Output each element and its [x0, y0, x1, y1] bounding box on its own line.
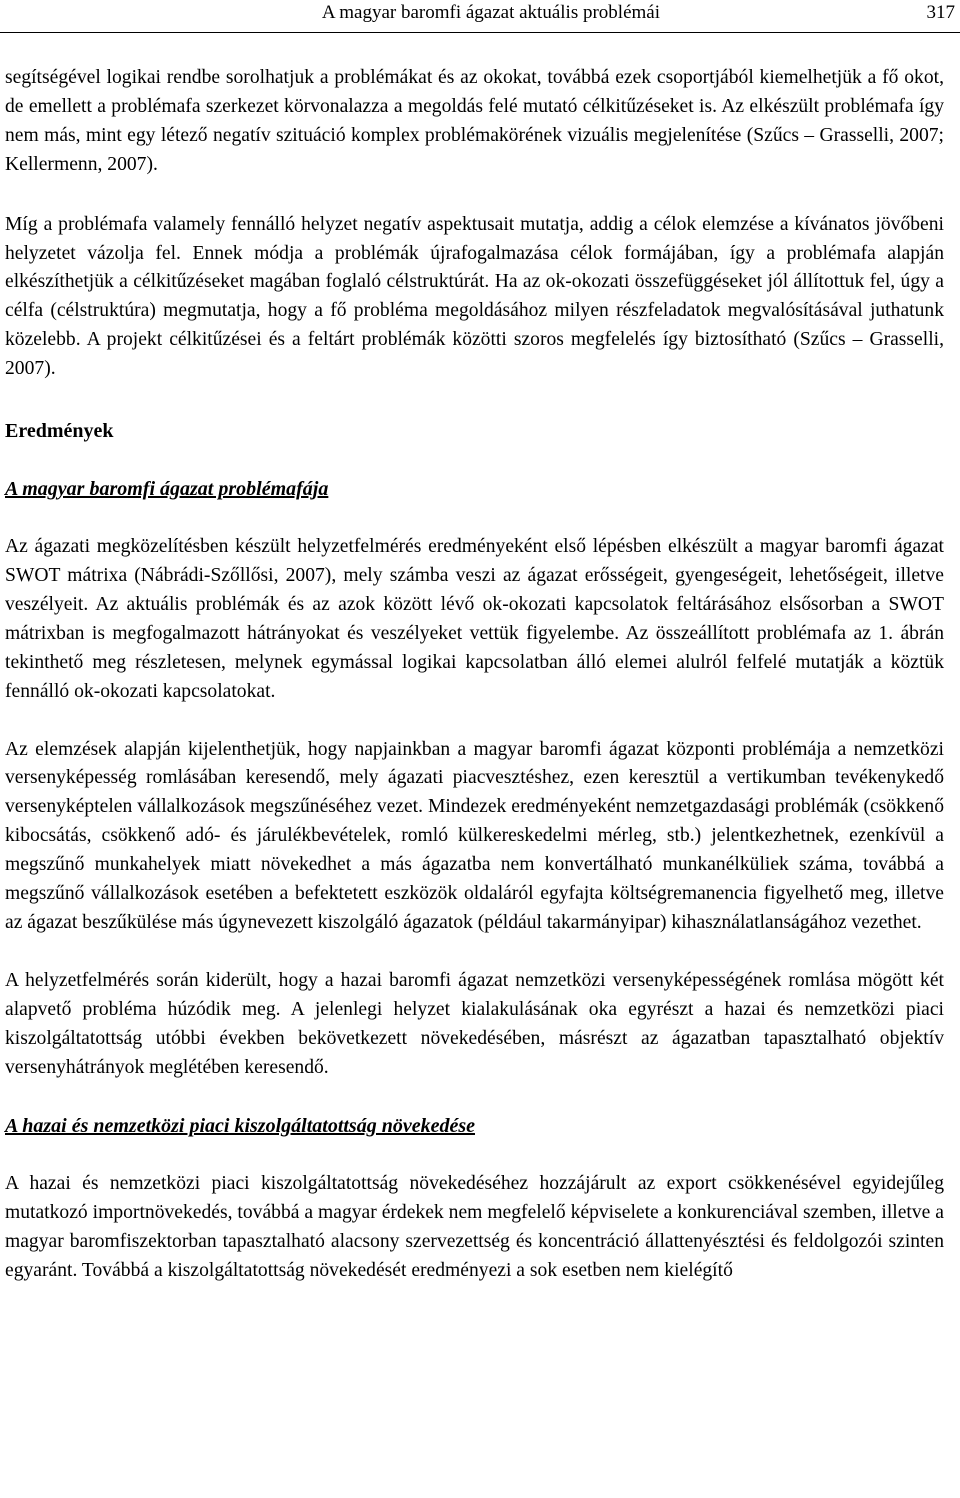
page-body	[5, 64, 944, 1286]
paragraph-swot: Az ágazati megközelítésben készült helyzetfelmérés eredményeként első lépésben elkészült a magyar baromfi ágazat SWOT mátrixa (Nábrádi-Szőllősi, 2007), mely számba veszi az ágazat erősségeit, gyengeségeit, lehetőségeit, illetve veszélyeit. Az aktuális problémák és az azok között lévő ok-okozati kapcsolatok feltárásához elsősorban a SWOT mátrixban is megfogalmazott hátrányokat és veszélyeket vettük figyelembe. Az összeállított problémafa az 1. ábrán tekinthető meg részletesen, melynek egymással logikai kapcsolatban álló elemei alulról felfelé mutatják a köztük fennálló ok-okozati kapcsolatokat.	[5, 536, 944, 702]
page-number: 317	[926, 2, 955, 23]
heading-results: Eredmények	[5, 420, 114, 443]
paragraph-problem-tree-intro: segítségével logikai rendbe sorolhatjuk a problémákat és az okokat, továbbá ezek csoportjából kiemelhetjük a fő okot, de emellett a problémafa szerkezet körvonalazza a megoldás felé mutató célkitűzéseket is. Az elkészült problémafa így nem más, mint egy létező negatív szituáció komplex problémakörének vizuális megjelenítése (Szűcs – Grasselli, 2007; Kellermenn, 2007).	[5, 67, 944, 175]
paragraph-analysis-findings: Az elemzések alapján kijelenthetjük, hogy napjainkban a magyar baromfi ágazat központi problémája a nemzetközi versenyképesség romlásában keresendő, mely ágazati piacvesztéshez, ezen keresztül a vertikumban tevékenykedő versenyképtelen vállalkozások megszűnéséhez vezet. Mindezek eredményeként nemzetgazdasági problémák (csökkenő kibocsátás, csökkenő adó- és járulékbevételek, romló külkereskedelmi mérleg, stb.) jelentkezhetnek, ezenkívül a megszűnő munkahelyek miatt növekedhet a más ágazatba nem konvertálható munkanélküliek száma, továbbá a megszűnő vállalkozások esetében a befektetett eszközök oldaláról egyfajta költségremanencia figyelhető meg, illetve az ágazat beszűkülése más úgynevezett kiszolgáló ágazatok (például takarmányipar) kihasználatlanságához vezethet.	[5, 738, 944, 933]
paragraph-goal-analysis: Míg a problémafa valamely fennálló helyzet negatív aspektusait mutatja, addig a célok elemzése a kívánatos jövőbeni helyzetet vázolja fel. Ennek módja a problémák újrafogalmazása célok formájában, így a problémafa alapján elkészíthetjük a célkitűzéseket magában foglaló célstruktúrát. Ha az ok-okozati összefüggéseket jól állítottuk fel, úgy a célfa (célstruktúra) megmutatja, hogy a fő probléma megoldásához milyen részfeladatok megvalósításával juthatunk közelebb. A projekt célkitűzései és a feltárt problémák közötti szoros megfelelés így biztosítható (Szűcs – Grasselli, 2007).	[5, 213, 944, 380]
paragraph-competitiveness: A helyzetfelmérés során kiderült, hogy a hazai baromfi ágazat nemzetközi versenyképességének romlása mögött két alapvető probléma húzódik meg. A jelenlegi helyzet kialakulásának oka egyrészt a hazai és nemzetközi piaci kiszolgáltatottság utóbbi években bekövetkezett növekedésében, másrészt az ágazatban tapasztalható objektív versenyhátrányok meglétében keresendő.	[5, 969, 944, 1078]
heading-problem-tree-section: A magyar baromfi ágazat problémafája	[5, 478, 329, 501]
heading-market-exposure-section: A hazai és nemzetközi piaci kiszolgáltatottság növekedése	[5, 1115, 475, 1138]
running-header	[0, 0, 960, 33]
running-header-title: A magyar baromfi ágazat aktuális problémái	[321, 2, 660, 23]
paragraph-market-exposure: A hazai és nemzetközi piaci kiszolgáltatottság növekedéséhez hozzájárult az export csökkenésével egyidejűleg mutatkozó importnövekedés, továbbá a magyar érdekek nem megfelelő képviselete a konkurenciával szemben, illetve a magyar baromfiszektorban tapasztalható alacsony szervezettség és koncentráció állattenyésztési és feldolgozói szinten egyaránt. Továbbá a kiszolgáltatottság növekedését eredményezi a sok esetben nem kielégítő	[5, 1173, 944, 1282]
